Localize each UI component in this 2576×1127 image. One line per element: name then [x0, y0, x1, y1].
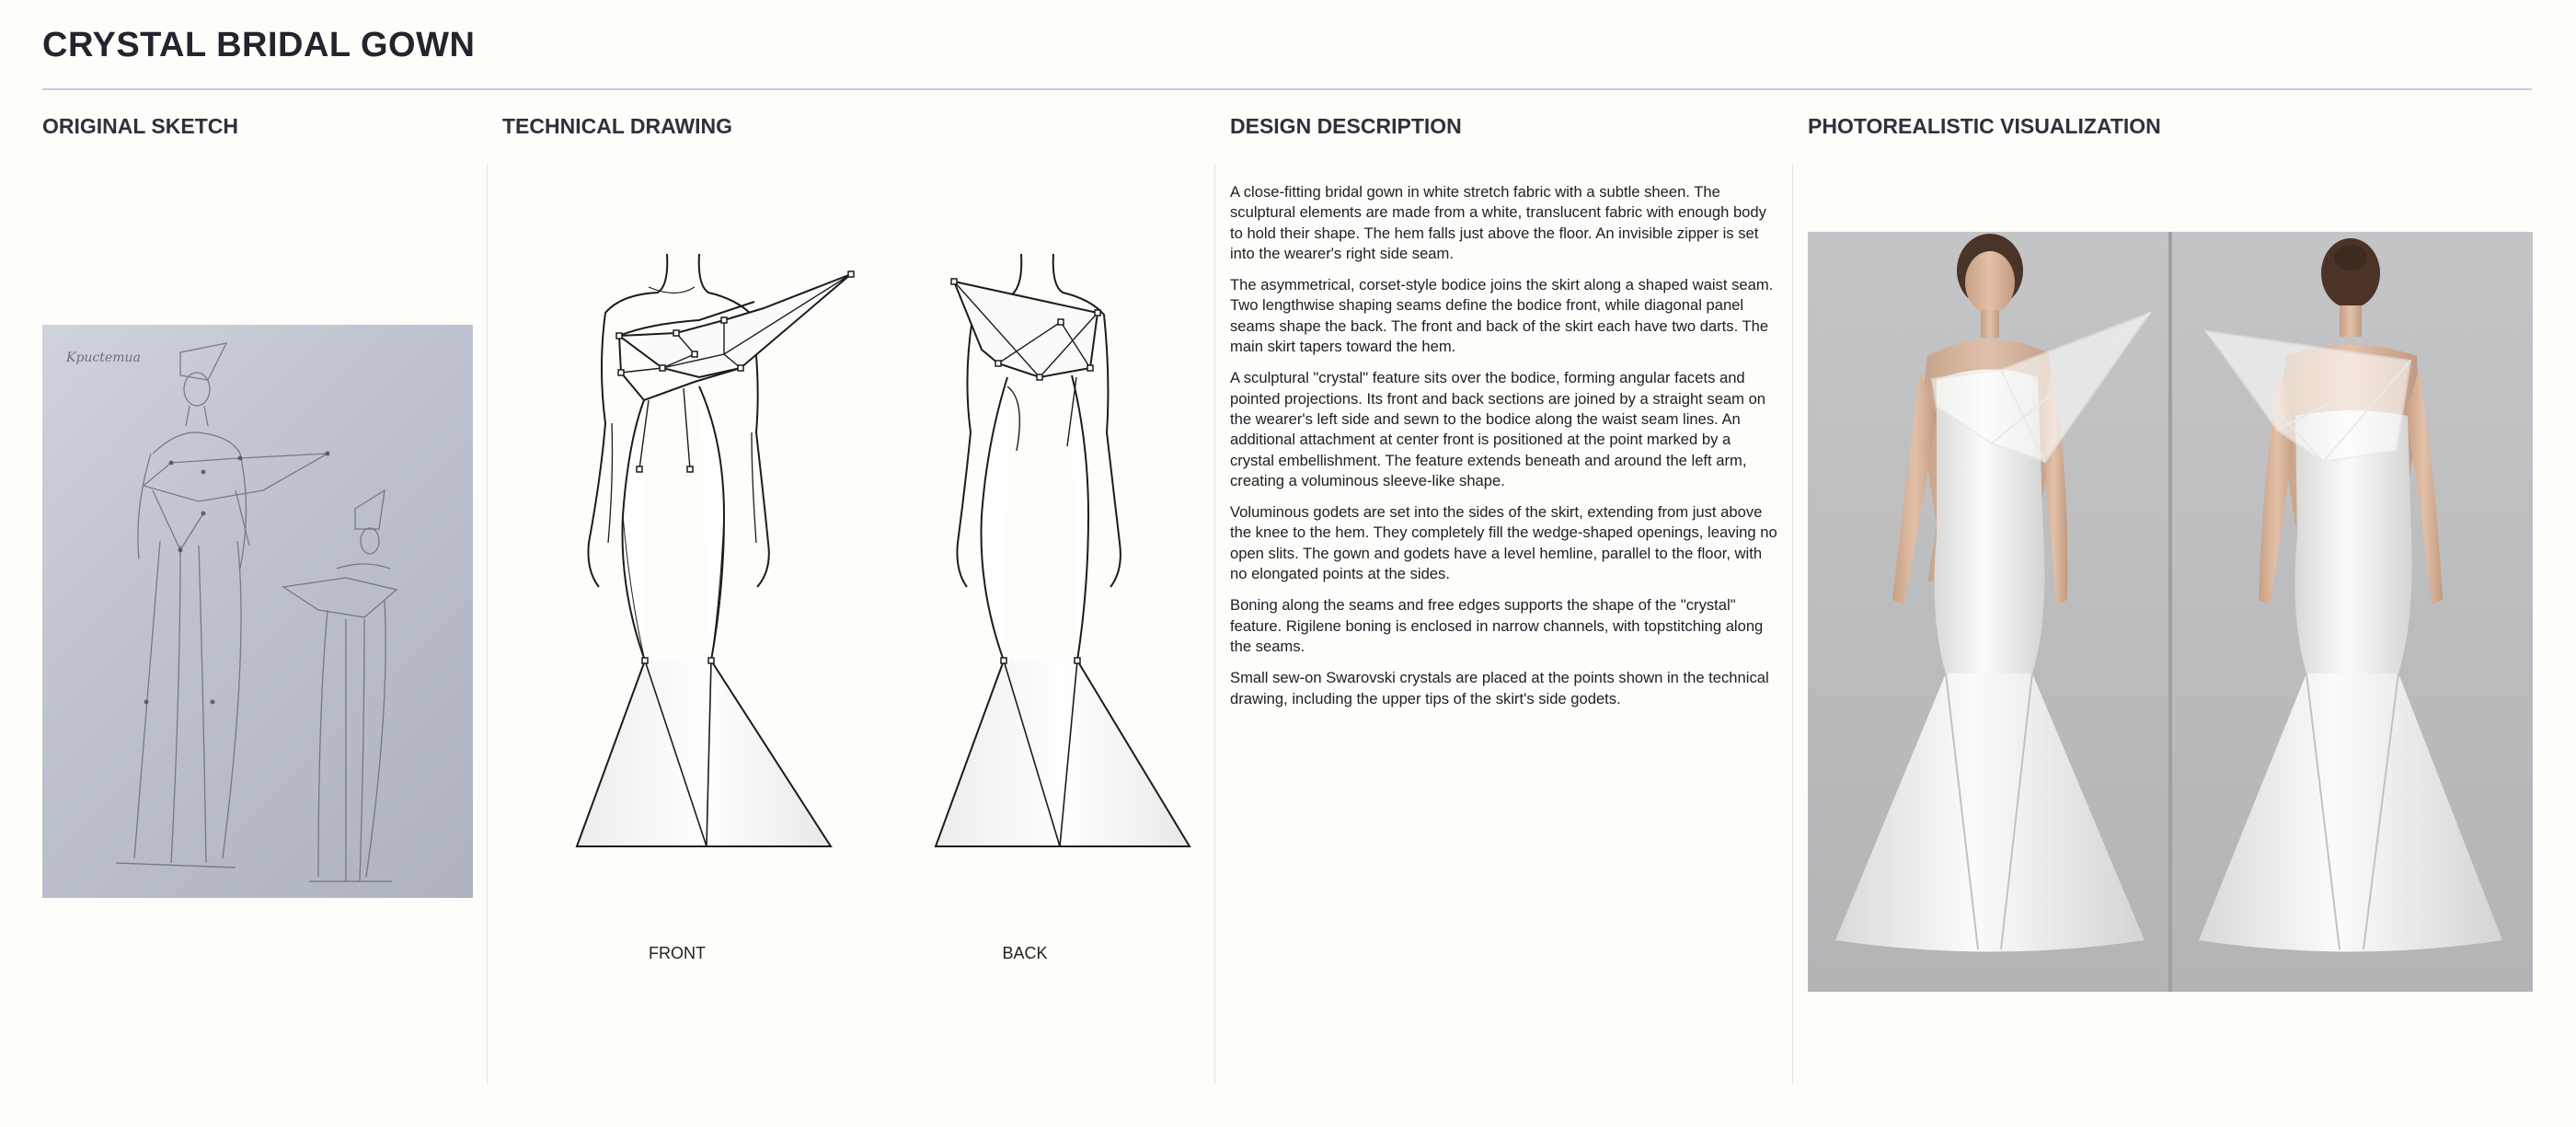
column-divider — [1214, 164, 1215, 1084]
title-divider — [42, 88, 2532, 90]
description-heading: DESIGN DESCRIPTION — [1230, 114, 1462, 138]
back-view-label: BACK — [1002, 944, 1048, 962]
front-view-label: FRONT — [649, 944, 706, 962]
description-paragraph: Voluminous godets are set into the sides of the skirt, extending from just above the knee to the hem. They completely fill the wedge-shaped openings, leaving no open slits. The gown and godets have a level hemline, parallel to the floor, with no elongated points at the sides. — [1230, 503, 1777, 583]
description-paragraph: The asymmetrical, corset-style bodice joins the skirt along a shaped waist seam. Two lengthwise shaping seams define the bodice front, while diagonal panel seams shape the back. The front and back of the skirt each have two darts. The main skirt tapers toward the hem. — [1230, 276, 1774, 356]
description-paragraph: Small sew-on Swarovski crystals are placed at the points shown in the technical drawing, including the upper tips of the skirt's side godets. — [1230, 669, 1769, 707]
front-model — [1835, 234, 2150, 952]
back-view — [936, 254, 1190, 846]
sketch-signature: Kpuctemua — [66, 351, 141, 365]
description-paragraph: A sculptural "crystal" feature sits over the bodice, forming angular facets and pointed projections. Its front and back sections are joined by a straight seam on the wearer's left side and sewn to the bodice along the waist seam lines. An additional attachment at center front is positioned at the point marked by a crystal embellishment. The feature extends beneath and around the left arm, creating a voluminous sleeve-like shape. — [1230, 369, 1766, 489]
description-paragraph: Boning along the seams and free edges supports the shape of the "crystal" feature. Rigilene boning is enclosed in narrow channels, with topstitching along the seams. — [1230, 596, 1764, 655]
photo-divider — [2168, 232, 2172, 992]
technical-heading: TECHNICAL DRAWING — [502, 114, 733, 138]
photorealistic-image — [1808, 232, 2533, 992]
photo-heading: PHOTOREALISTIC VISUALIZATION — [1808, 114, 2161, 138]
technical-drawing — [511, 239, 1191, 975]
pencil-sketch-drawing — [42, 325, 473, 898]
design-description — [1230, 182, 1778, 720]
back-model — [2199, 238, 2502, 952]
front-view — [577, 254, 851, 846]
original-sketch-image — [42, 325, 473, 898]
page-title: CRYSTAL BRIDAL GOWN — [42, 26, 476, 64]
column-divider — [1792, 164, 1793, 1084]
sketch-heading: ORIGINAL SKETCH — [42, 114, 238, 138]
description-paragraph: A close-fitting bridal gown in white stretch fabric with a subtle sheen. The sculptural elements are made from a white, translucent fabric with enough body to hold their shape. The hem falls just above the floor. An invisible zipper is set into the wearer's right side seam. — [1230, 183, 1766, 262]
column-divider — [487, 164, 488, 1084]
